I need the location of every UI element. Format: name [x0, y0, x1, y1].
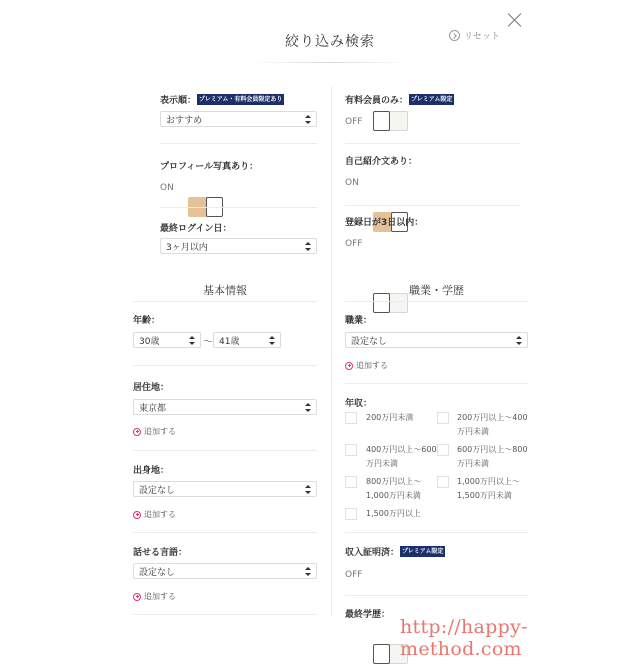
profile-photo-state: ON	[160, 183, 174, 193]
premium-badge: プレミアム限定	[402, 548, 444, 555]
income-checkbox[interactable]	[345, 444, 357, 456]
income-checkbox[interactable]	[437, 476, 449, 488]
select-arrows-icon	[516, 335, 522, 346]
income-option-line: 800万円以上〜	[366, 477, 422, 486]
occupation-value: 設定なし	[351, 336, 388, 347]
paid-only-state: OFF	[345, 117, 363, 127]
birthplace-add-link[interactable]	[133, 509, 176, 520]
divider	[345, 301, 528, 302]
language-select[interactable]	[133, 563, 317, 579]
language-label: 話せる言語：	[133, 548, 188, 558]
residence-select[interactable]	[133, 399, 317, 415]
divider	[160, 143, 317, 144]
divider	[345, 143, 520, 144]
income-option-line: 1,500万円未満	[457, 491, 512, 500]
select-arrows-icon	[305, 114, 311, 125]
premium-badge: プレミアム・有料会員限定あり	[199, 96, 283, 103]
age-separator: 〜	[203, 337, 213, 348]
income-option-line: 万円未満	[457, 427, 489, 436]
income-option-label	[457, 411, 528, 439]
residence-value: 東京都	[139, 403, 167, 414]
add-label: 追加する	[144, 427, 176, 436]
income-option-line: 万円未満	[366, 459, 398, 468]
paid-only-label-text: 有料会員のみ：	[345, 96, 409, 106]
income-option-label	[366, 475, 421, 503]
sort-label	[160, 93, 284, 106]
divider	[160, 207, 317, 208]
income-option-line: 1,500万円以上	[366, 509, 421, 518]
income-option-label	[366, 443, 437, 471]
reset-button[interactable]	[449, 29, 500, 42]
divider	[345, 595, 528, 596]
plus-circle-icon	[133, 593, 141, 601]
age-label: 年齢：	[133, 316, 161, 326]
sort-select[interactable]	[160, 111, 317, 127]
age-max-select[interactable]	[213, 332, 281, 348]
plus-circle-icon	[133, 428, 141, 436]
premium-badge: プレミアム限定	[411, 96, 453, 103]
divider	[345, 383, 528, 384]
registered-recent-state: OFF	[345, 239, 363, 249]
income-option-label	[366, 411, 413, 425]
add-label: 追加する	[144, 510, 176, 519]
page-title: 絞り込み検索	[285, 34, 375, 50]
income-option-line: 万円未満	[457, 459, 489, 468]
income-option-label	[366, 507, 421, 521]
income-proof-label	[345, 545, 445, 558]
add-label: 追加する	[356, 361, 388, 370]
divider	[133, 450, 317, 451]
residence-label: 居住地：	[133, 383, 170, 393]
last-login-select[interactable]	[160, 238, 317, 254]
paid-only-label	[345, 93, 454, 106]
income-option-label	[457, 475, 520, 503]
sort-label-text: 表示順：	[160, 96, 197, 106]
close-icon[interactable]	[507, 12, 523, 28]
occupation-add-link[interactable]	[345, 360, 388, 371]
divider	[133, 301, 317, 302]
income-checkbox[interactable]	[345, 412, 357, 424]
select-arrows-icon	[305, 566, 311, 577]
occupation-label: 職業：	[345, 316, 373, 326]
income-checkbox[interactable]	[345, 508, 357, 520]
toggle-knob	[373, 644, 390, 664]
self-intro-state: ON	[345, 178, 359, 188]
income-option-line: 200万円以上〜400	[457, 413, 528, 422]
occupation-select[interactable]	[345, 332, 528, 348]
divider	[133, 614, 317, 615]
income-option-line: 1,000万円以上〜	[457, 477, 520, 486]
add-label: 追加する	[144, 592, 176, 601]
income-checkbox[interactable]	[437, 444, 449, 456]
income-option-line: 600万円以上〜800	[457, 445, 528, 454]
column-divider	[331, 86, 332, 616]
residence-add-link[interactable]	[133, 426, 176, 437]
income-proof-state: OFF	[345, 570, 363, 580]
registered-recent-label: 登録日が3日以内：	[345, 218, 424, 228]
income-checkbox[interactable]	[437, 412, 449, 424]
reset-label: リセット	[464, 32, 500, 42]
select-arrows-icon	[305, 241, 311, 252]
divider	[133, 365, 317, 366]
career-title: 職業・学歴	[409, 284, 464, 297]
select-arrows-icon	[305, 402, 311, 413]
education-label: 最終学歴：	[345, 610, 391, 620]
chevron-right-circle-icon	[449, 30, 460, 41]
income-option-line: 1,000万円未満	[366, 491, 421, 500]
plus-circle-icon	[345, 362, 353, 370]
self-intro-label: 自己紹介文あり：	[345, 157, 418, 167]
age-min-select[interactable]	[133, 332, 201, 348]
language-value: 設定なし	[139, 567, 176, 578]
divider	[345, 532, 528, 533]
age-min-value: 30歳	[139, 336, 160, 347]
birthplace-select[interactable]	[133, 481, 317, 497]
age-max-value: 41歳	[219, 336, 240, 347]
income-option-line: 400万円以上〜600	[366, 445, 437, 454]
divider	[345, 205, 520, 206]
watermark: http://happy-method.com	[400, 616, 528, 660]
income-option-line: 200万円未満	[366, 413, 414, 422]
language-add-link[interactable]	[133, 591, 176, 602]
sort-select-value: おすすめ	[166, 115, 203, 126]
income-proof-label-text: 収入証明済：	[345, 548, 400, 558]
select-arrows-icon	[305, 484, 311, 495]
divider	[133, 532, 317, 533]
last-login-label: 最終ログイン日：	[160, 224, 232, 234]
title-divider	[250, 62, 410, 63]
toggle-knob	[373, 111, 390, 131]
select-arrows-icon	[189, 335, 195, 346]
birthplace-value: 設定なし	[139, 485, 176, 496]
plus-circle-icon	[133, 511, 141, 519]
last-login-value: 3ヶ月以内	[166, 242, 208, 253]
profile-photo-label: プロフィール写真あり：	[160, 162, 259, 172]
income-option-label	[457, 443, 528, 471]
birthplace-label: 出身地：	[133, 466, 170, 476]
paid-only-toggle[interactable]	[373, 111, 408, 131]
income-checkbox[interactable]	[345, 476, 357, 488]
basic-info-title: 基本情報	[203, 284, 247, 297]
select-arrows-icon	[269, 335, 275, 346]
income-label: 年収：	[345, 399, 373, 409]
